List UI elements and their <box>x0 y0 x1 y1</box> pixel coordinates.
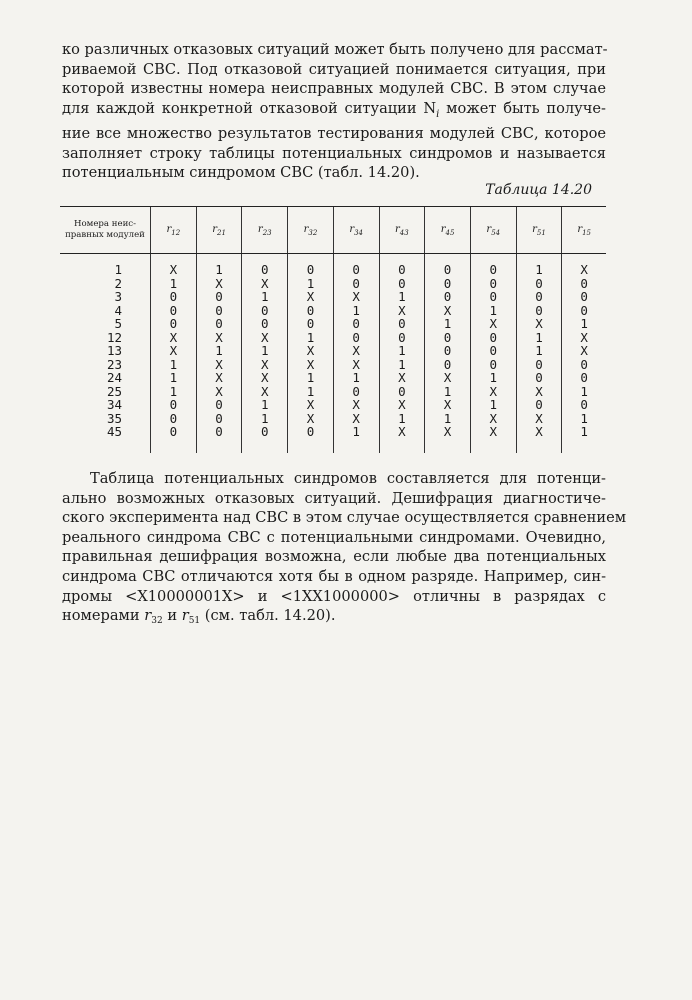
table-cell: X <box>151 344 197 358</box>
table-cell: X <box>196 331 242 345</box>
table-cell: 0 <box>562 290 606 304</box>
table-row <box>60 317 606 331</box>
table-cell: 0 <box>562 304 606 318</box>
subscript: 51 <box>188 616 201 627</box>
table-cell: X <box>242 277 288 291</box>
table-cell: 1 <box>516 254 562 277</box>
table-cell: X <box>242 331 288 345</box>
table-cell: X <box>425 425 471 453</box>
table-cell: 1 <box>470 304 516 318</box>
table-cell: X <box>470 385 516 399</box>
table-cell: 0 <box>470 331 516 345</box>
table-cell: X <box>470 425 516 453</box>
table-cell: 0 <box>333 385 379 399</box>
table-cell: X <box>288 412 334 426</box>
table-row <box>60 304 606 318</box>
text-fragment: (см. табл. 14.20). <box>200 607 336 625</box>
text-line: ко различных отказовых ситуаций может быть получено для рассмат- <box>62 41 608 58</box>
subscript: i <box>436 108 440 120</box>
table-cell: 0 <box>516 277 562 291</box>
column-symbol: $r_{32}$ <box>303 223 318 237</box>
table-cell: 0 <box>196 398 242 412</box>
table-cell: 1 <box>379 344 425 358</box>
table-row <box>60 358 606 372</box>
column-symbol: $r_{54}$ <box>486 223 501 237</box>
table-cell: 0 <box>333 277 379 291</box>
column-subscript: 54 <box>491 228 501 237</box>
table-cell: 0 <box>288 304 334 318</box>
table-cell: 0 <box>288 317 334 331</box>
table-cell: X <box>562 331 606 345</box>
table-cell: 1 <box>379 290 425 304</box>
table-cell: X <box>333 358 379 372</box>
table-cell: 0 <box>516 304 562 318</box>
table-cell: 0 <box>562 398 606 412</box>
math-symbol: r <box>144 607 152 625</box>
row-label: 1 <box>114 262 122 277</box>
table-cell: 0 <box>288 254 334 277</box>
column-header-r21 <box>196 207 242 254</box>
row-label: 24 <box>106 370 122 385</box>
table-row <box>60 425 606 453</box>
table-cell: 1 <box>516 331 562 345</box>
text-line: ально возможных отказовых ситуаций. Дешифрация диагностиче- <box>62 489 606 507</box>
table-caption: Таблица 14.20 <box>485 182 592 198</box>
table-cell: 0 <box>516 398 562 412</box>
table-row <box>60 398 606 412</box>
table-cell: 0 <box>151 304 197 318</box>
text-line: синдрома СВС отличаются хотя бы в одном разряде. Например, син- <box>62 567 606 585</box>
table-cell: 1 <box>288 277 334 291</box>
table-cell: X <box>242 385 288 399</box>
table-cell: 0 <box>333 254 379 277</box>
column-subscript: 51 <box>536 228 546 237</box>
table-cell: X <box>379 425 425 453</box>
table-cell: 1 <box>151 385 197 399</box>
table-cell: 0 <box>516 358 562 372</box>
table-cell: 0 <box>425 254 471 277</box>
row-header-cell: Номера неис-правных модулей <box>60 207 151 254</box>
table-cell: 0 <box>516 290 562 304</box>
table-cell: 0 <box>379 385 425 399</box>
table-cell: 0 <box>242 425 288 453</box>
column-subscript: 32 <box>308 228 318 237</box>
table-cell: 0 <box>151 398 197 412</box>
column-symbol: $r_{15}$ <box>577 223 592 237</box>
table-cell: 0 <box>425 358 471 372</box>
table-row <box>60 331 606 345</box>
table-cell: X <box>379 371 425 385</box>
row-label: 25 <box>106 383 122 399</box>
table-cell: 0 <box>242 254 288 277</box>
table-cell: 0 <box>242 304 288 318</box>
table-cell: 1 <box>379 358 425 372</box>
column-subscript: 23 <box>262 228 272 237</box>
text-line: потенциальным синдромом СВС (табл. 14.20). <box>62 164 420 182</box>
table-row <box>60 254 606 277</box>
table-cell: 1 <box>333 425 379 453</box>
table-cell: 0 <box>151 425 197 453</box>
text-fragment: может быть получе- <box>439 99 606 117</box>
table-cell: 1 <box>288 331 334 345</box>
text-line: Таблица потенциальных синдромов составляется для потенци- <box>90 470 606 487</box>
table-cell: X <box>288 290 334 304</box>
column-header-r12 <box>151 207 197 254</box>
table-cell: 0 <box>470 344 516 358</box>
table-cell: 0 <box>425 344 471 358</box>
table-cell: X <box>196 371 242 385</box>
table-cell: 1 <box>151 277 197 291</box>
table-cell: X <box>425 304 471 318</box>
table-cell: X <box>288 358 334 372</box>
table-cell: 1 <box>333 371 379 385</box>
table-cell: 0 <box>196 317 242 331</box>
column-symbol: $r_{23}$ <box>257 223 272 237</box>
row-label: 3 <box>114 289 122 304</box>
table-cell: X <box>333 412 379 426</box>
table-cell: X <box>151 254 197 277</box>
table-cell: 0 <box>196 304 242 318</box>
column-header-r34 <box>333 207 379 254</box>
table-cell: 1 <box>288 371 334 385</box>
table-cell: 0 <box>562 277 606 291</box>
row-label: 5 <box>114 316 122 331</box>
text-fragment: номерами <box>62 607 145 625</box>
row-label: 45 <box>106 424 122 439</box>
row-label: 4 <box>114 302 122 318</box>
table-cell: X <box>470 412 516 426</box>
text-line: дромы <X10000001X> и <1XX1000000> отличны в разрядах с <box>62 587 606 605</box>
column-symbol: $r_{34}$ <box>349 223 364 237</box>
table-cell: X <box>516 412 562 426</box>
table-cell: X <box>333 290 379 304</box>
column-symbol: $r_{43}$ <box>395 223 409 237</box>
row-label: 23 <box>106 356 122 372</box>
table-cell: X <box>242 358 288 372</box>
table-cell: 1 <box>562 412 606 426</box>
text-fragment: для каждой конкретной отказовой ситуации N <box>62 99 437 117</box>
table-cell: 0 <box>333 317 379 331</box>
table-cell: 0 <box>288 425 334 453</box>
table-cell: 1 <box>379 412 425 426</box>
column-header-r15 <box>562 207 606 254</box>
table-cell: X <box>333 398 379 412</box>
table-cell: X <box>425 398 471 412</box>
table-cell: 0 <box>151 317 197 331</box>
column-subscript: 43 <box>399 228 409 237</box>
table-cell: 0 <box>151 290 197 304</box>
table-cell: 0 <box>470 277 516 291</box>
text-line: ского эксперимента над СВС в этом случае осуществляется сравнением <box>62 509 627 527</box>
table-cell: 0 <box>516 371 562 385</box>
table-cell: 0 <box>425 290 471 304</box>
table-cell: 1 <box>242 344 288 358</box>
table-cell: X <box>516 385 562 399</box>
table-cell: X <box>242 371 288 385</box>
table-cell: 0 <box>196 290 242 304</box>
table-row <box>60 344 606 358</box>
table-row <box>60 277 606 291</box>
table-cell: X <box>562 344 606 358</box>
table-cell: 1 <box>562 317 606 331</box>
table-cell: 0 <box>562 371 606 385</box>
table-cell: 0 <box>379 277 425 291</box>
table-cell: X <box>379 398 425 412</box>
table-cell: 1 <box>425 412 471 426</box>
table-cell: 1 <box>288 385 334 399</box>
table-cell: 1 <box>151 358 197 372</box>
column-symbol: $r_{45}$ <box>440 223 455 237</box>
table-cell: 1 <box>242 290 288 304</box>
table-cell: 0 <box>379 317 425 331</box>
table-cell: 0 <box>196 425 242 453</box>
table-cell: 1 <box>562 385 606 399</box>
row-label: 35 <box>106 410 122 426</box>
table-cell: 1 <box>242 412 288 426</box>
table-cell: 1 <box>333 304 379 318</box>
column-subscript: 21 <box>216 228 226 237</box>
column-header-r32 <box>288 207 334 254</box>
column-header-r54 <box>470 207 516 254</box>
table-cell: 0 <box>151 412 197 426</box>
text-line <box>62 606 606 632</box>
table-cell: X <box>470 317 516 331</box>
math-symbol: r <box>181 607 189 625</box>
text-line: заполняет строку таблицы потенциальных синдромов и называется <box>62 144 606 162</box>
table-cell: X <box>425 371 471 385</box>
table-cell: X <box>196 385 242 399</box>
paragraph-conclusion <box>62 469 627 632</box>
text-line: которой известны номера неисправных модулей СВС. В этом случае <box>62 80 606 98</box>
row-label: 34 <box>106 397 122 412</box>
table-cell: 0 <box>379 254 425 277</box>
column-subscript: 34 <box>354 228 364 237</box>
text-line: реального синдрома СВС с потенциальными синдромами. Очевидно, <box>62 528 606 546</box>
table-cell: 1 <box>425 317 471 331</box>
column-subscript: 12 <box>171 228 181 237</box>
column-symbol: $r_{21}$ <box>212 223 226 237</box>
table-row <box>60 371 606 385</box>
text-line <box>62 99 606 125</box>
table-cell: 0 <box>425 331 471 345</box>
table-body <box>60 254 606 453</box>
syndrome-table <box>60 206 606 453</box>
table-cell: 0 <box>196 412 242 426</box>
table-cell: 1 <box>425 385 471 399</box>
table-cell: 0 <box>242 317 288 331</box>
paragraph-intro <box>62 40 606 183</box>
table-cell: 0 <box>425 277 471 291</box>
column-header-r45 <box>425 207 471 254</box>
table-cell: X <box>288 344 334 358</box>
table-cell: 0 <box>470 290 516 304</box>
table-cell: 1 <box>242 398 288 412</box>
text-line: ние все множество результатов тестирования модулей СВС, которое <box>62 125 606 143</box>
table-row <box>60 412 606 426</box>
table-cell: X <box>196 277 242 291</box>
column-symbol: $r_{12}$ <box>166 223 181 237</box>
table-cell: 1 <box>562 425 606 453</box>
text-line: риваемой СВС. Под отказовой ситуацией понимается ситуация, при <box>62 60 606 78</box>
column-header-r51 <box>516 207 562 254</box>
table-cell: 1 <box>196 344 242 358</box>
column-symbol: $r_{51}$ <box>532 223 546 237</box>
subscript: 32 <box>151 616 163 627</box>
table-row <box>60 385 606 399</box>
table-cell: 1 <box>470 398 516 412</box>
text-line: правильная дешифрация возможна, если любые два потенциальных <box>62 548 606 566</box>
table-cell: X <box>151 331 197 345</box>
text-fragment: и <box>162 607 182 625</box>
table-header-row <box>60 207 606 254</box>
table-cell: 0 <box>379 331 425 345</box>
row-label: 2 <box>114 275 122 291</box>
table-cell: 0 <box>470 358 516 372</box>
table-cell: 1 <box>516 344 562 358</box>
table-cell: 0 <box>562 358 606 372</box>
row-label: 12 <box>106 329 122 345</box>
table-cell: 1 <box>470 371 516 385</box>
table-cell: 1 <box>151 371 197 385</box>
row-label: 13 <box>106 343 122 358</box>
column-subscript: 45 <box>445 228 455 237</box>
table-cell: X <box>333 344 379 358</box>
table-cell: 0 <box>470 254 516 277</box>
column-subscript: 15 <box>582 228 592 237</box>
column-header-r23 <box>242 207 288 254</box>
table-cell: X <box>288 398 334 412</box>
table-cell: X <box>379 304 425 318</box>
table-cell: X <box>516 425 562 453</box>
column-header-r43 <box>379 207 425 254</box>
table-cell: 1 <box>196 254 242 277</box>
table-row <box>60 290 606 304</box>
table-cell: X <box>516 317 562 331</box>
table-cell: X <box>562 254 606 277</box>
table-cell: 0 <box>333 331 379 345</box>
table-cell: X <box>196 358 242 372</box>
